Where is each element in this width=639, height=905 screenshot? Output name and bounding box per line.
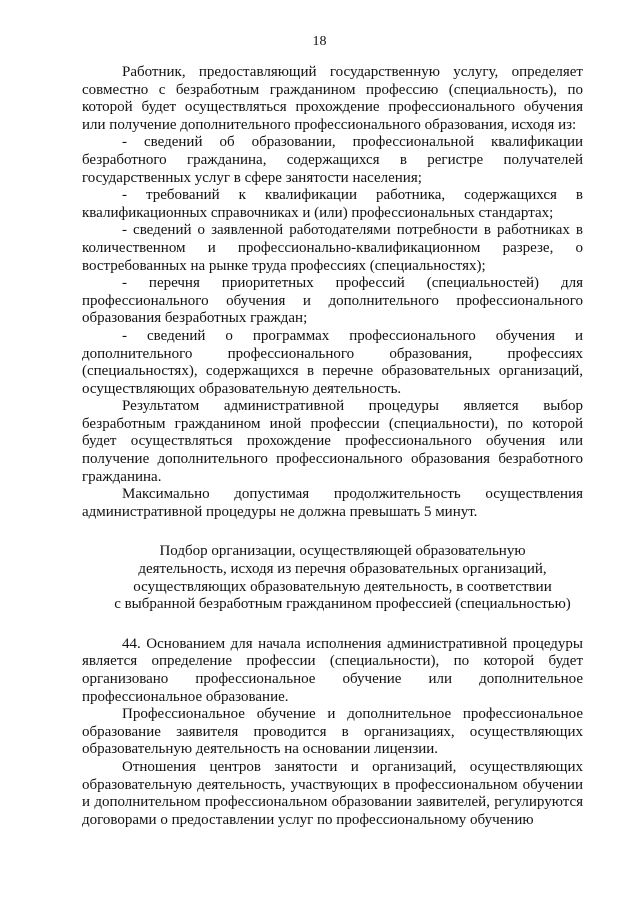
page-number: 18	[312, 34, 327, 49]
paragraph: Работник, предоставляющий государственную услугу, определяет совместно с безработным гражданином профессию (специальность), по которой будет осуществляться прохождение профессионального обучения или получение дополнительного профессионального образования, исходя из:	[82, 64, 583, 133]
paragraph: 44. Основанием для начала исполнения административной процедуры является определение профессии (специальности), по которой будет организовано профессиональное обучение или дополнительное профессиональное образование.	[82, 635, 583, 705]
section-heading-line: с выбранной безработным гражданином профессией (специальностью)	[114, 596, 571, 613]
paragraph: Результатом административной процедуры является выбор безработным гражданином иной профессии (специальности), по которой будет осуществляться прохождение профессионального обучения или получение дополнительного профессионального образования безработного гражданина.	[82, 398, 583, 485]
list-item: - требований к квалификации работника, содержащихся в квалификационных справочниках и (или) профессиональных стандартах;	[82, 187, 583, 221]
list-item: - сведений о программах профессионального обучения и дополнительного профессионального образования, профессиях (специальностях), содержащихся в перечне образовательных организаций, осуществляющих образовательную деятельность.	[82, 327, 583, 397]
list-item: - перечня приоритетных профессий (специальностей) для профессионального обучения и дополнительного профессионального образования безработных граждан;	[82, 275, 583, 327]
document-body	[82, 64, 583, 829]
section-heading-line: Подбор организации, осуществляющей образовательную	[159, 543, 526, 560]
list-item: - сведений о заявленной работодателями потребности в работниках в количественном и профессионально-квалификационном разрезе, о востребованных на рынке труда профессиях (специальностях);	[82, 222, 583, 274]
section-heading	[82, 543, 583, 613]
paragraph: Максимально допустимая продолжительность осуществления административной процедуры не должна превышать 5 минут.	[82, 486, 583, 520]
section-heading-line: деятельность, исходя из перечня образовательных организаций,	[138, 561, 547, 578]
list-item: - сведений об образовании, профессиональной квалификации безработного гражданина, содержащихся в регистре получателей государственных услуг в сфере занятости населения;	[82, 134, 583, 186]
paragraph: Отношения центров занятости и организаций, осуществляющих образовательную деятельность, участвующих в профессиональном обучении и дополнительном профессиональном образовании заявителей, регулируются договорами о предоставлении услуг по профессиональному обучению	[82, 758, 583, 828]
section-heading-line: осуществляющих образовательную деятельность, в соответствии	[133, 578, 552, 595]
paragraph: Профессиональное обучение и дополнительное профессиональное образование заявителя проводится в организациях, осуществляющих образовательную деятельность на основании лицензии.	[82, 706, 583, 758]
